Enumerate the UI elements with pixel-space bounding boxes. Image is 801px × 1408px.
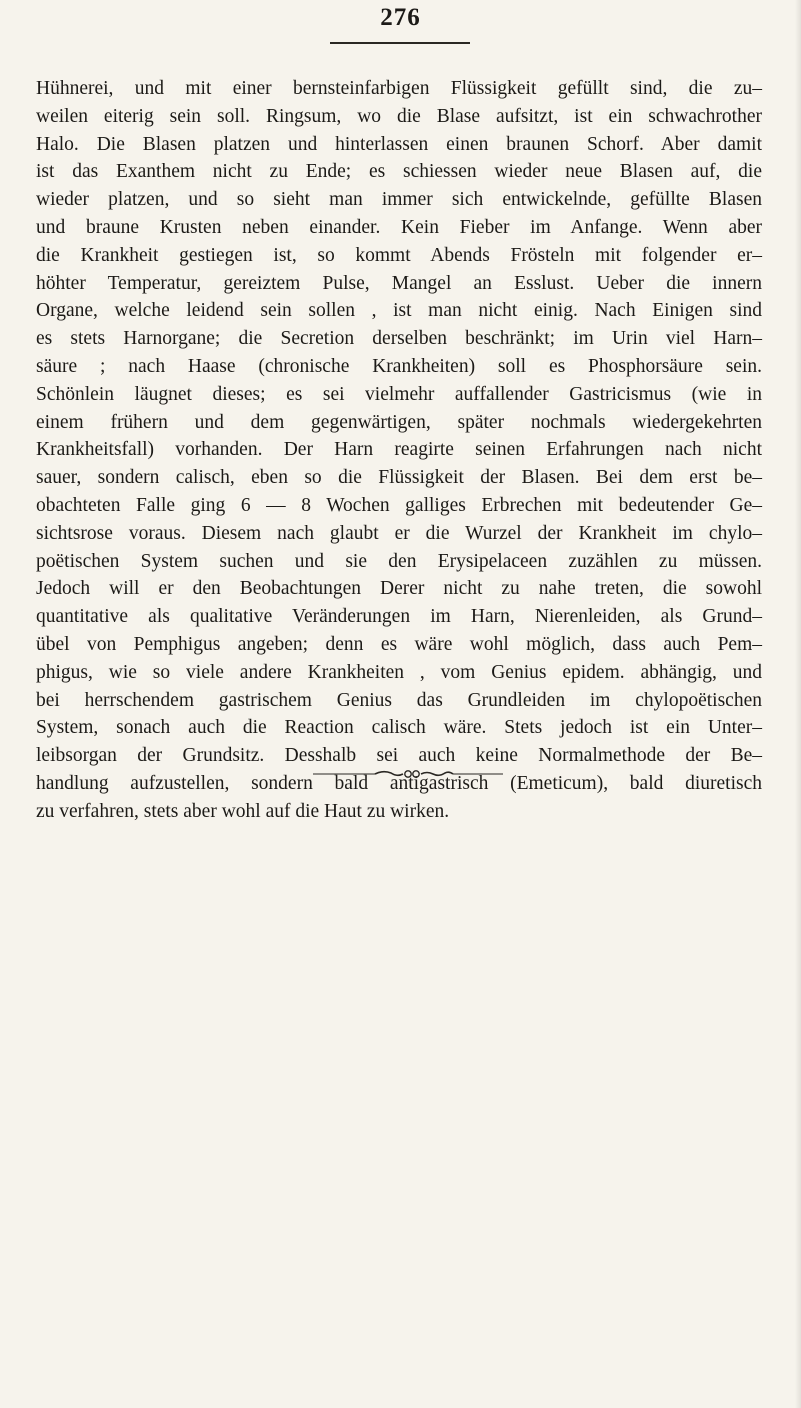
text-line: Krankheitsfall) vorhanden. Der Harn reagirte seinen Erfahrungen nach nicht — [36, 439, 762, 461]
text-line: bei herrschendem gastrischem Genius das Grundleiden im chylopoëtischen — [36, 689, 762, 711]
body-text — [36, 75, 762, 826]
text-line: ist das Exanthem nicht zu Ende; es schiessen wieder neue Blasen auf, die — [36, 161, 762, 183]
text-line: Jedoch will er den Beobachtungen Derer nicht zu nahe treten, die sowohl — [36, 578, 762, 600]
text-line: und braune Krusten neben einander. Kein Fieber im Anfange. Wenn aber — [36, 216, 762, 238]
text-line: leibsorgan der Grundsitz. Desshalb sei auch keine Normalmethode der Be– — [36, 745, 762, 767]
text-line: Organe, welche leidend sein sollen , ist man nicht einig. Nach Einigen sind — [36, 300, 762, 322]
text-line: Halo. Die Blasen platzen und hinterlassen einen braunen Schorf. Aber damit — [36, 133, 762, 155]
text-line: weilen eiterig sein soll. Ringsum, wo die Blase aufsitzt, ist ein schwachrother — [36, 105, 762, 127]
text-line: zu verfahren, stets aber wohl auf die Haut zu wirken. — [36, 800, 450, 822]
text-line: Schönlein läugnet dieses; es sei vielmehr auffallender Gastricismus (wie in — [36, 383, 762, 405]
text-line: handlung aufzustellen, sondern bald antigastrisch (Emeticum), bald diuretisch — [36, 772, 762, 794]
text-line: phigus, wie so viele andere Krankheiten , vom Genius epidem. abhängig, und — [36, 661, 762, 683]
text-line: übel von Pemphigus angeben; denn es wäre wohl möglich, dass auch Pem– — [36, 633, 762, 655]
text-line: es stets Harnorgane; die Secretion derselben beschränkt; im Urin viel Harn– — [36, 328, 762, 350]
header-rule — [330, 42, 470, 44]
text-line: wieder platzen, und so sieht man immer sich entwickelnde, gefüllte Blasen — [36, 189, 762, 211]
page-edge-shadow — [795, 0, 801, 1408]
ornamental-divider-icon — [313, 769, 503, 779]
text-line: sauer, sondern calisch, eben so die Flüssigkeit der Blasen. Bei dem erst be– — [36, 467, 762, 489]
text-line: obachteten Falle ging 6 — 8 Wochen galliges Erbrechen mit bedeutender Ge– — [36, 494, 762, 516]
text-line: einem frühern und dem gegenwärtigen, später nochmals wiedergekehrten — [36, 411, 762, 433]
text-line: höhter Temperatur, gereiztem Pulse, Mangel an Esslust. Ueber die innern — [36, 272, 762, 294]
text-line: System, sonach auch die Reaction calisch wäre. Stets jedoch ist ein Unter– — [36, 717, 762, 739]
text-line: Hühnerei, und mit einer bernsteinfarbigen Flüssigkeit gefüllt sind, die zu– — [36, 78, 762, 99]
page-number: 276 — [380, 4, 421, 31]
text-line: säure ; nach Haase (chronische Krankheiten) soll es Phosphorsäure sein. — [36, 355, 762, 377]
text-line: sichtsrose voraus. Diesem nach glaubt er die Wurzel der Krankheit im chylo– — [36, 522, 762, 544]
text-line: die Krankheit gestiegen ist, so kommt Abends Frösteln mit folgender er– — [36, 244, 762, 266]
text-line: poëtischen System suchen und sie den Erysipelaceen zuzählen zu müssen. — [36, 550, 762, 572]
text-line: quantitative als qualitative Veränderungen im Harn, Nierenleiden, als Grund– — [36, 606, 762, 628]
